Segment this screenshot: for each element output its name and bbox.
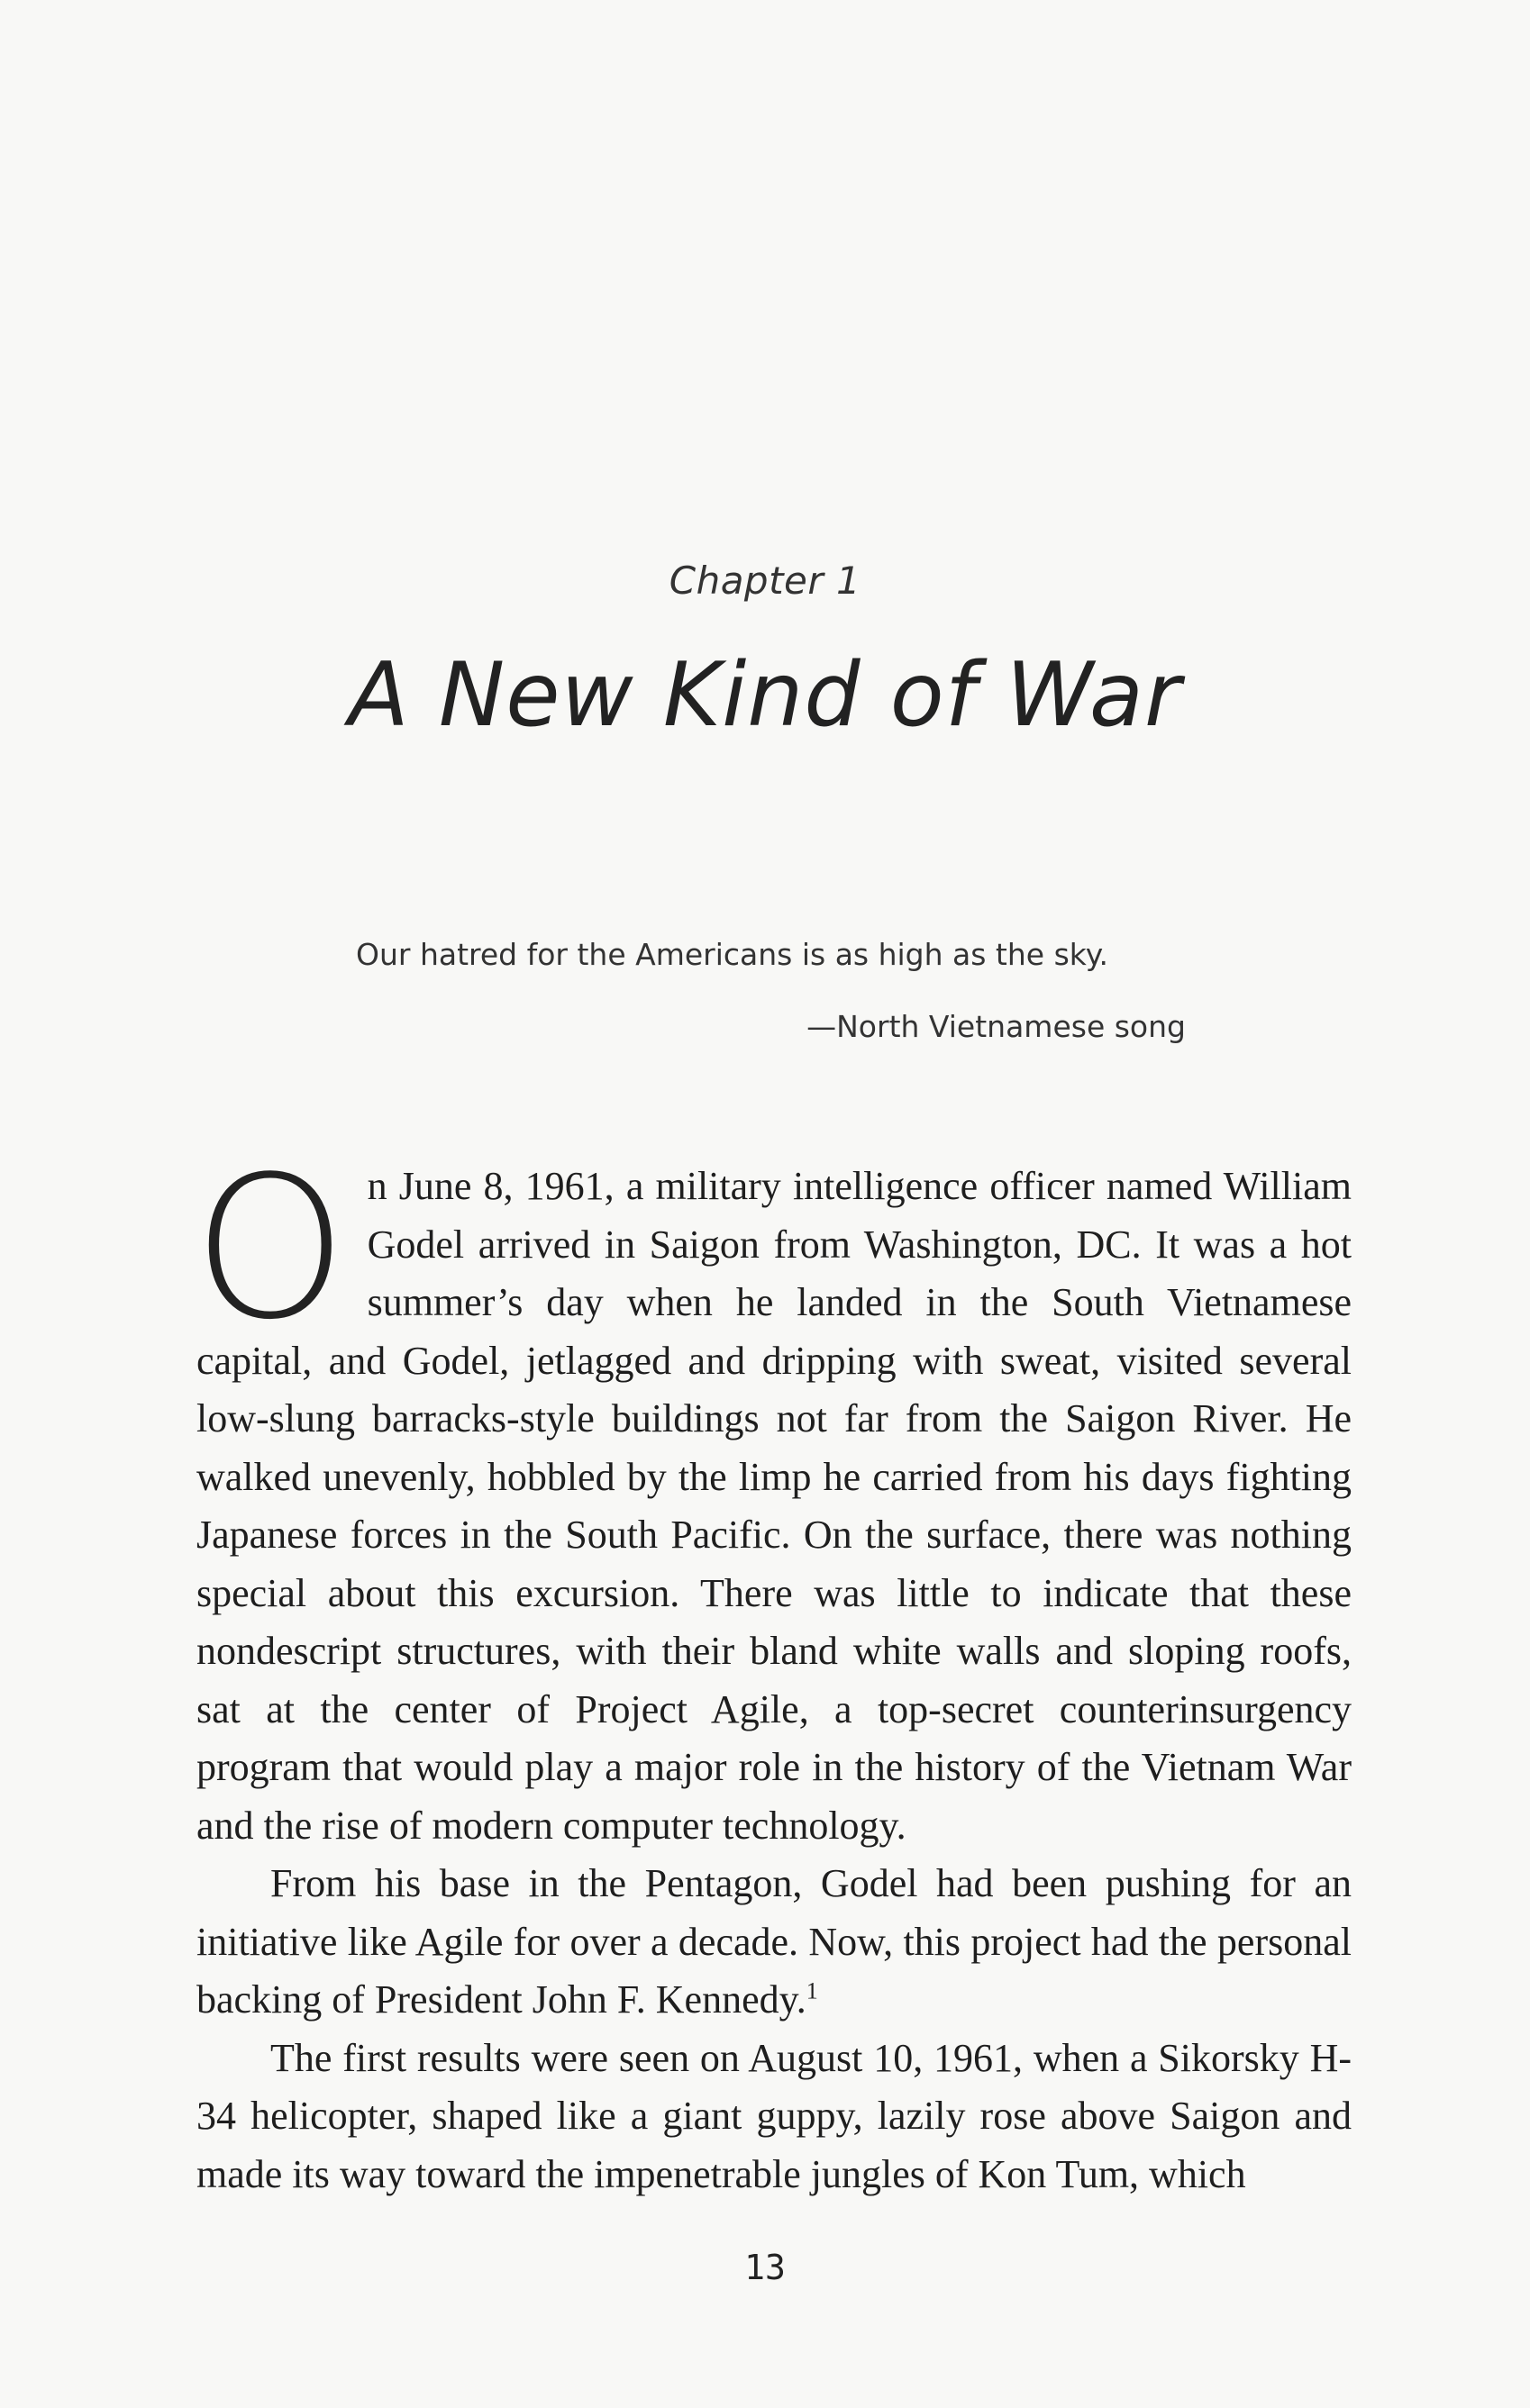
paragraph-3: [196, 2030, 1352, 2204]
paragraph-1-text: n June 8, 1961, a military intelligence officer named William Godel arrived in Saigon from Washington, DC. It was a hot summer’s day when he landed in the South Vietnamese capital, and Godel, jetlagged and dripping with sweat, visited several low-slung barracks-style buildings not far from the Saigon River. He walked unevenly, hobbled by the limp he carried from his days fighting Japanese forces in the South Pacific. On the surface, there was nothing special about this excursion. There was little to indicate that these nondescript structures, with their bland white walls and sloping roofs, sat at the center of Project Agile, a top-secret counterinsurgency program that would play a major role in the history of the Vietnam War and the rise of modern computer technology.: [196, 1164, 1352, 1848]
epigraph-quote: Our hatred for the Americans is as high as the sky.: [356, 937, 1109, 972]
chapter-body: [193, 1135, 1352, 2204]
chapter-title: A New Kind of War: [348, 644, 1182, 747]
epigraph-attribution: —North Vietnamese song: [806, 1009, 1186, 1044]
footnote-marker[interactable]: 1: [806, 1977, 818, 2004]
paragraph-2-text: From his base in the Pentagon, Godel had been pushing for an initiative like Agile for over a decade. Now, this project had the personal backing of President John F. Kennedy.: [196, 1861, 1352, 2022]
chapter-label: Chapter 1: [669, 559, 861, 603]
drop-cap: O: [193, 1135, 348, 1363]
paragraph-2: [196, 1855, 1352, 2030]
paragraph-1: [193, 1135, 1352, 1855]
page-number: 13: [744, 2248, 786, 2287]
paragraph-3-text: The first results were seen on August 10, 1961, when a Sikorsky H-34 helicopter, shaped like a giant guppy, lazily rose above Saigon and made its way toward the impenetrable jungles of Kon Tum, which: [196, 2035, 1352, 2196]
